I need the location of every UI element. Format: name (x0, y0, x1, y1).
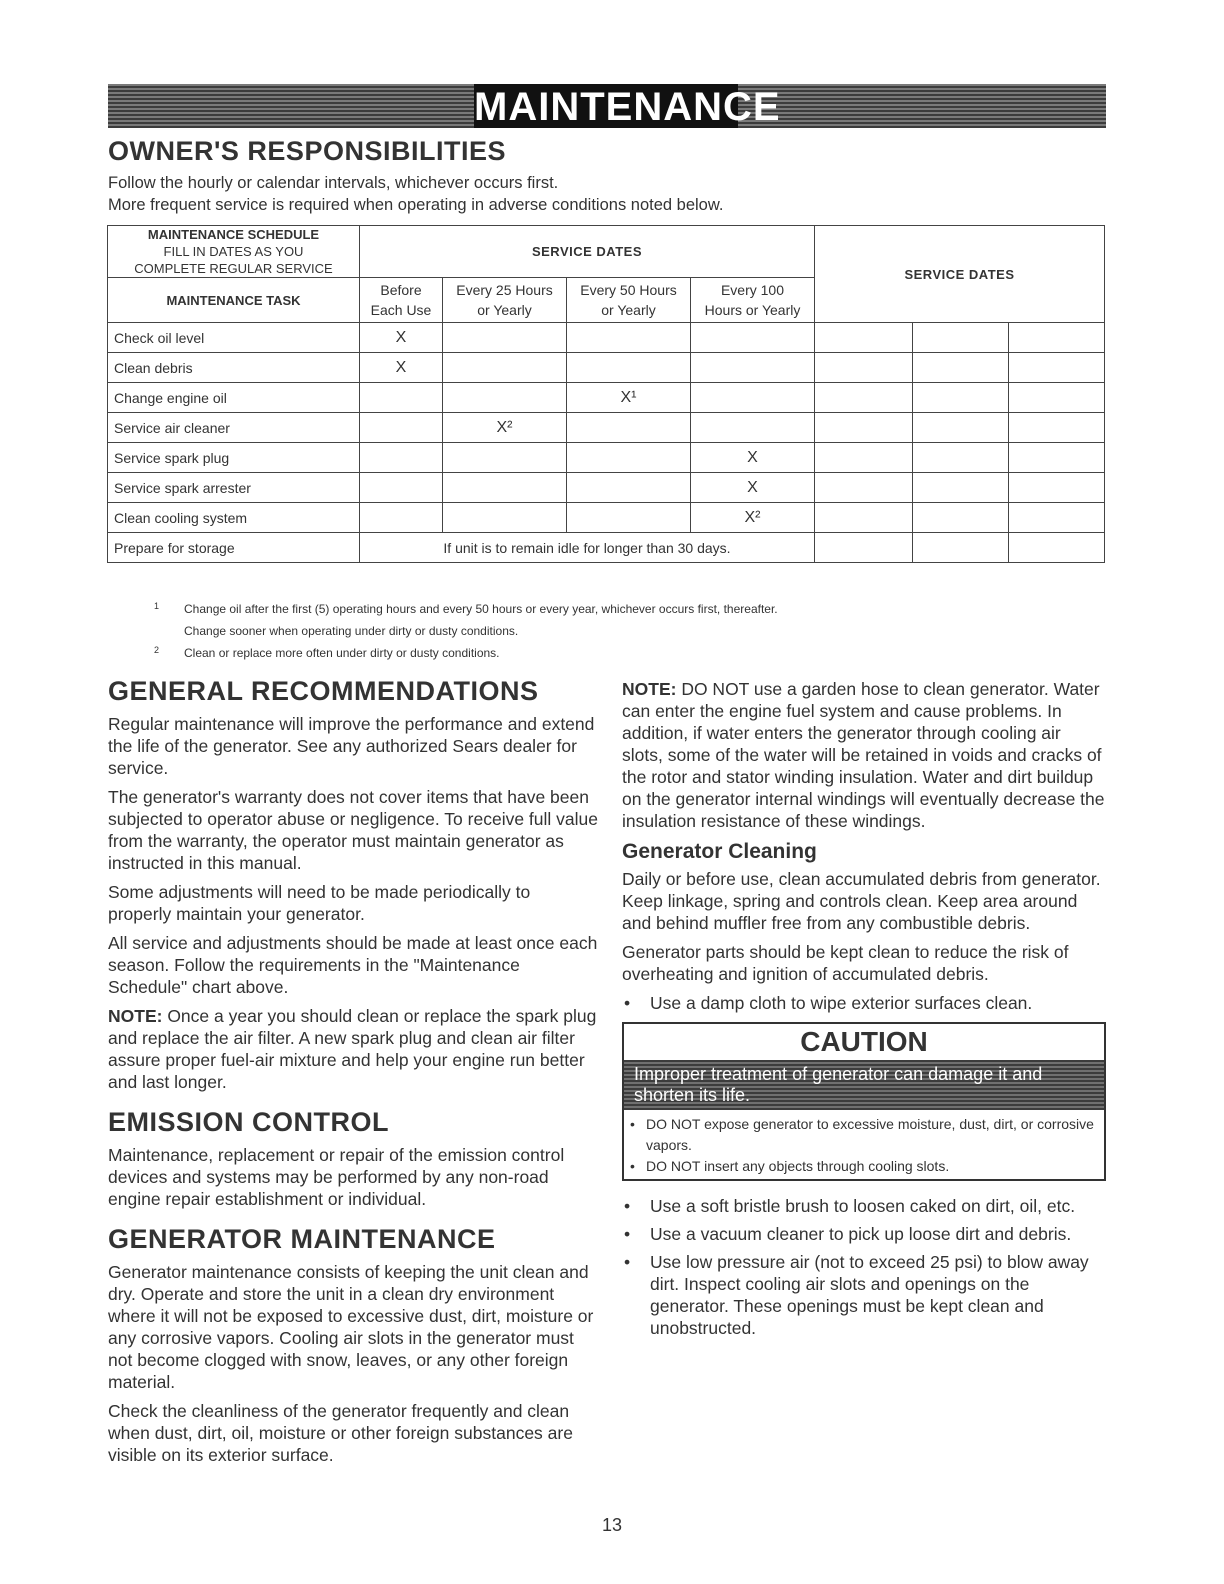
date-cell[interactable] (815, 323, 913, 353)
right-column (622, 678, 1106, 1345)
note-text: Once a year you should clean or replace the spark plug and replace the air filter. A new spark plug and clean air filter assure proper fuel-air mixture and help your engine run better and last longer. (108, 1006, 597, 1092)
task-cell: Change engine oil (108, 383, 360, 413)
list-item-text: Use a damp cloth to wipe exterior surfaces clean. (650, 993, 1033, 1013)
page-title: MAINTENANCE (474, 85, 781, 129)
date-cell[interactable] (1009, 323, 1105, 353)
generator-maintenance-heading: GENERATOR MAINTENANCE (108, 1224, 496, 1254)
table-row (108, 413, 1105, 443)
interval-mark-cell (567, 323, 691, 353)
interval-mark-cell (360, 413, 443, 443)
footnote (150, 598, 778, 642)
service-dates-header-right: SERVICE DATES (815, 226, 1105, 323)
caution-item-text: DO NOT insert any objects through cooling slots. (646, 1158, 950, 1174)
interval-mark-cell (567, 473, 691, 503)
paragraph: Daily or before use, clean accumulated debris from generator. Keep linkage, spring and controls clean. Keep area around and behind muffler free from any combustible debris. (622, 869, 1101, 933)
bullet-icon: • (624, 1252, 631, 1272)
footnote-line: Clean or replace more often under dirty or dusty conditions. (184, 646, 500, 660)
caution-warning-band: Improper treatment of generator can damage it and shorten its life. (624, 1060, 1104, 1110)
note-text: DO NOT use a garden hose to clean generator. Water can enter the engine fuel system and cause problems. In addition, if water enters the generator through cooling air slots, some of the water will be retained in voids and cracks of the rotor and stator winding insulation. Water and dirt buildup on the generator internal windings will eventually decrease the insulation resistance of these windings. (622, 679, 1105, 831)
interval-line: or Yearly (477, 302, 532, 318)
interval-line: Every 100 (720, 282, 785, 298)
interval-line: or Yearly (601, 302, 656, 318)
date-cell[interactable] (913, 353, 1009, 383)
caution-title: CAUTION (800, 1026, 928, 1057)
date-cell[interactable] (913, 383, 1009, 413)
interval-mark-cell (443, 383, 567, 413)
bullet-icon: • (624, 1224, 631, 1244)
table-row (108, 323, 1105, 353)
interval-mark-cell (443, 353, 567, 383)
intro-line: Follow the hourly or calendar intervals, whichever occurs first. (108, 174, 559, 192)
date-cell[interactable] (1009, 353, 1105, 383)
service-dates-header-left: SERVICE DATES (360, 226, 815, 278)
schedule-body (108, 323, 1105, 533)
bullet-icon: • (630, 1116, 635, 1132)
interval-mark-cell (691, 323, 815, 353)
interval-header (691, 278, 815, 323)
list-item (622, 1223, 1106, 1245)
interval-mark-cell: X (360, 353, 443, 383)
paragraph: All service and adjustments should be made at least once each season. Follow the requirements in the "Maintenance Schedule" chart above. (108, 933, 598, 997)
date-cell[interactable] (815, 413, 913, 443)
intro-line: More frequent service is required when operating in adverse conditions noted below. (108, 196, 724, 214)
page-number: 13 (601, 1515, 623, 1535)
task-cell: Service spark arrester (108, 473, 360, 503)
interval-mark-cell: X (360, 323, 443, 353)
paragraph: Some adjustments will need to be made periodically to properly maintain your generator. (108, 882, 531, 924)
date-cell[interactable] (913, 533, 1009, 563)
interval-line: Hours or Yearly (704, 302, 801, 318)
footnote-line: Change sooner when operating under dirty or dusty conditions. (184, 624, 519, 638)
task-cell: Service air cleaner (108, 413, 360, 443)
caution-list (624, 1110, 1104, 1179)
date-cell[interactable] (913, 503, 1009, 533)
note-label: NOTE: (622, 679, 677, 699)
footnote-mark: 2 (154, 645, 160, 655)
caution-box (622, 1022, 1106, 1181)
paragraph: The generator's warranty does not cover items that have been subjected to operator abuse or negligence. To receive full value from the warranty, the operator must maintain generator as instructed in this manual. (108, 787, 598, 873)
date-cell[interactable] (1009, 503, 1105, 533)
date-cell[interactable] (913, 413, 1009, 443)
header-line: FILL IN DATES AS YOU (163, 244, 304, 259)
interval-mark-cell: X² (691, 503, 815, 533)
owner-intro (108, 172, 723, 216)
bullet-icon: • (624, 1196, 631, 1216)
interval-header (360, 278, 443, 323)
date-cell[interactable] (815, 383, 913, 413)
paragraph: Regular maintenance will improve the performance and extend the life of the generator. See any authorized Sears dealer for service. (108, 714, 595, 778)
interval-mark-cell (360, 383, 443, 413)
interval-mark-cell (567, 503, 691, 533)
date-cell[interactable] (1009, 383, 1105, 413)
table-row (108, 383, 1105, 413)
interval-line: Every 50 Hours (580, 282, 677, 298)
date-cell[interactable] (815, 353, 913, 383)
paragraph: Generator maintenance consists of keeping the unit clean and dry. Operate and store the unit in a clean dry environment where it will not be exposed to excessive dust, dirt, moisture or any corrosive vapors. Cooling air slots in the generator must not become clogged with snow, leaves, or any other foreign material. (108, 1262, 594, 1392)
date-cell[interactable] (913, 323, 1009, 353)
paragraph: Maintenance, replacement or repair of the emission control devices and systems may be performed by any non-road engine repair establishment or individual. (108, 1145, 565, 1209)
footnote-mark: 1 (154, 601, 160, 611)
interval-mark-cell (567, 413, 691, 443)
paragraph: Generator parts should be kept clean to reduce the risk of overheating and ignition of accumulated debris. (622, 942, 1069, 984)
table-row (108, 503, 1105, 533)
generator-cleaning-heading: Generator Cleaning (622, 840, 817, 863)
paragraph: Check the cleanliness of the generator frequently and clean when dust, dirt, oil, moisture or other foreign substances are visible on its exterior surface. (108, 1401, 573, 1465)
task-cell: Clean debris (108, 353, 360, 383)
table-row (108, 443, 1105, 473)
list-item (622, 1195, 1106, 1217)
date-cell[interactable] (815, 473, 913, 503)
owner-responsibilities-heading: OWNER'S RESPONSIBILITIES (108, 136, 506, 166)
date-cell[interactable] (815, 503, 913, 533)
list-item-text: Use low pressure air (not to exceed 25 psi) to blow away dirt. Inspect cooling air slots and openings on the generator. These openings must be kept clean and unobstructed. (650, 1252, 1089, 1338)
interval-line: Each Use (370, 302, 432, 318)
list-item-text: Use a soft bristle brush to loosen caked on dirt, oil, etc. (650, 1196, 1076, 1216)
interval-mark-cell (443, 503, 567, 533)
footnote (150, 642, 778, 664)
bullet-icon: • (624, 993, 631, 1013)
note-paragraph (108, 1005, 598, 1093)
emission-control-heading: EMISSION CONTROL (108, 1107, 390, 1137)
bullet-icon: • (630, 1158, 635, 1174)
caution-item-text: DO NOT expose generator to excessive moisture, dust, dirt, or corrosive vapors. (646, 1116, 1094, 1153)
date-cell[interactable] (815, 533, 913, 563)
task-cell: Service spark plug (108, 443, 360, 473)
interval-mark-cell (691, 413, 815, 443)
general-recommendations-heading: GENERAL RECOMMENDATIONS (108, 676, 539, 706)
maintenance-task-header: MAINTENANCE TASK (108, 278, 360, 323)
footnote-line: Change oil after the first (5) operating hours and every 50 hours or every year, whichever occurs first, thereafter. (184, 602, 778, 616)
task-cell: Clean cooling system (108, 503, 360, 533)
interval-mark-cell (360, 473, 443, 503)
left-column (108, 676, 598, 1473)
interval-mark-cell (691, 383, 815, 413)
interval-header (443, 278, 567, 323)
date-cell[interactable] (1009, 473, 1105, 503)
storage-note: If unit is to remain idle for longer than 30 days. (360, 533, 815, 563)
maintenance-schedule-table (107, 225, 1105, 563)
date-cell[interactable] (1009, 443, 1105, 473)
task-cell: Check oil level (108, 323, 360, 353)
list-item (622, 992, 1106, 1014)
date-cell[interactable] (1009, 413, 1105, 443)
interval-mark-cell (567, 443, 691, 473)
date-cell[interactable] (815, 443, 913, 473)
interval-mark-cell (691, 353, 815, 383)
interval-mark-cell: X² (443, 413, 567, 443)
schedule-header-label (108, 226, 360, 278)
interval-mark-cell: X (691, 473, 815, 503)
list-item (622, 1251, 1106, 1339)
header-line: COMPLETE REGULAR SERVICE (134, 261, 333, 276)
interval-mark-cell (567, 353, 691, 383)
table-row (108, 533, 1105, 563)
table-footnotes (150, 598, 778, 664)
interval-mark-cell (443, 473, 567, 503)
date-cell[interactable] (913, 473, 1009, 503)
interval-line: Every 25 Hours (456, 282, 553, 298)
interval-mark-cell (443, 443, 567, 473)
caution-item (624, 1156, 1104, 1177)
interval-mark-cell: X (691, 443, 815, 473)
interval-line: Before (380, 282, 422, 298)
table-row (108, 353, 1105, 383)
list-item-text: Use a vacuum cleaner to pick up loose dirt and debris. (650, 1224, 1072, 1244)
interval-mark-cell (360, 503, 443, 533)
date-cell[interactable] (1009, 533, 1105, 563)
caution-item (624, 1114, 1104, 1156)
task-cell: Prepare for storage (108, 533, 360, 563)
table-row (108, 473, 1105, 503)
date-cell[interactable] (913, 443, 1009, 473)
interval-mark-cell: X¹ (567, 383, 691, 413)
interval-header (567, 278, 691, 323)
header-line: MAINTENANCE SCHEDULE (147, 227, 320, 242)
note-paragraph (622, 678, 1106, 832)
note-label: NOTE: (108, 1006, 163, 1026)
interval-mark-cell (443, 323, 567, 353)
interval-mark-cell (360, 443, 443, 473)
